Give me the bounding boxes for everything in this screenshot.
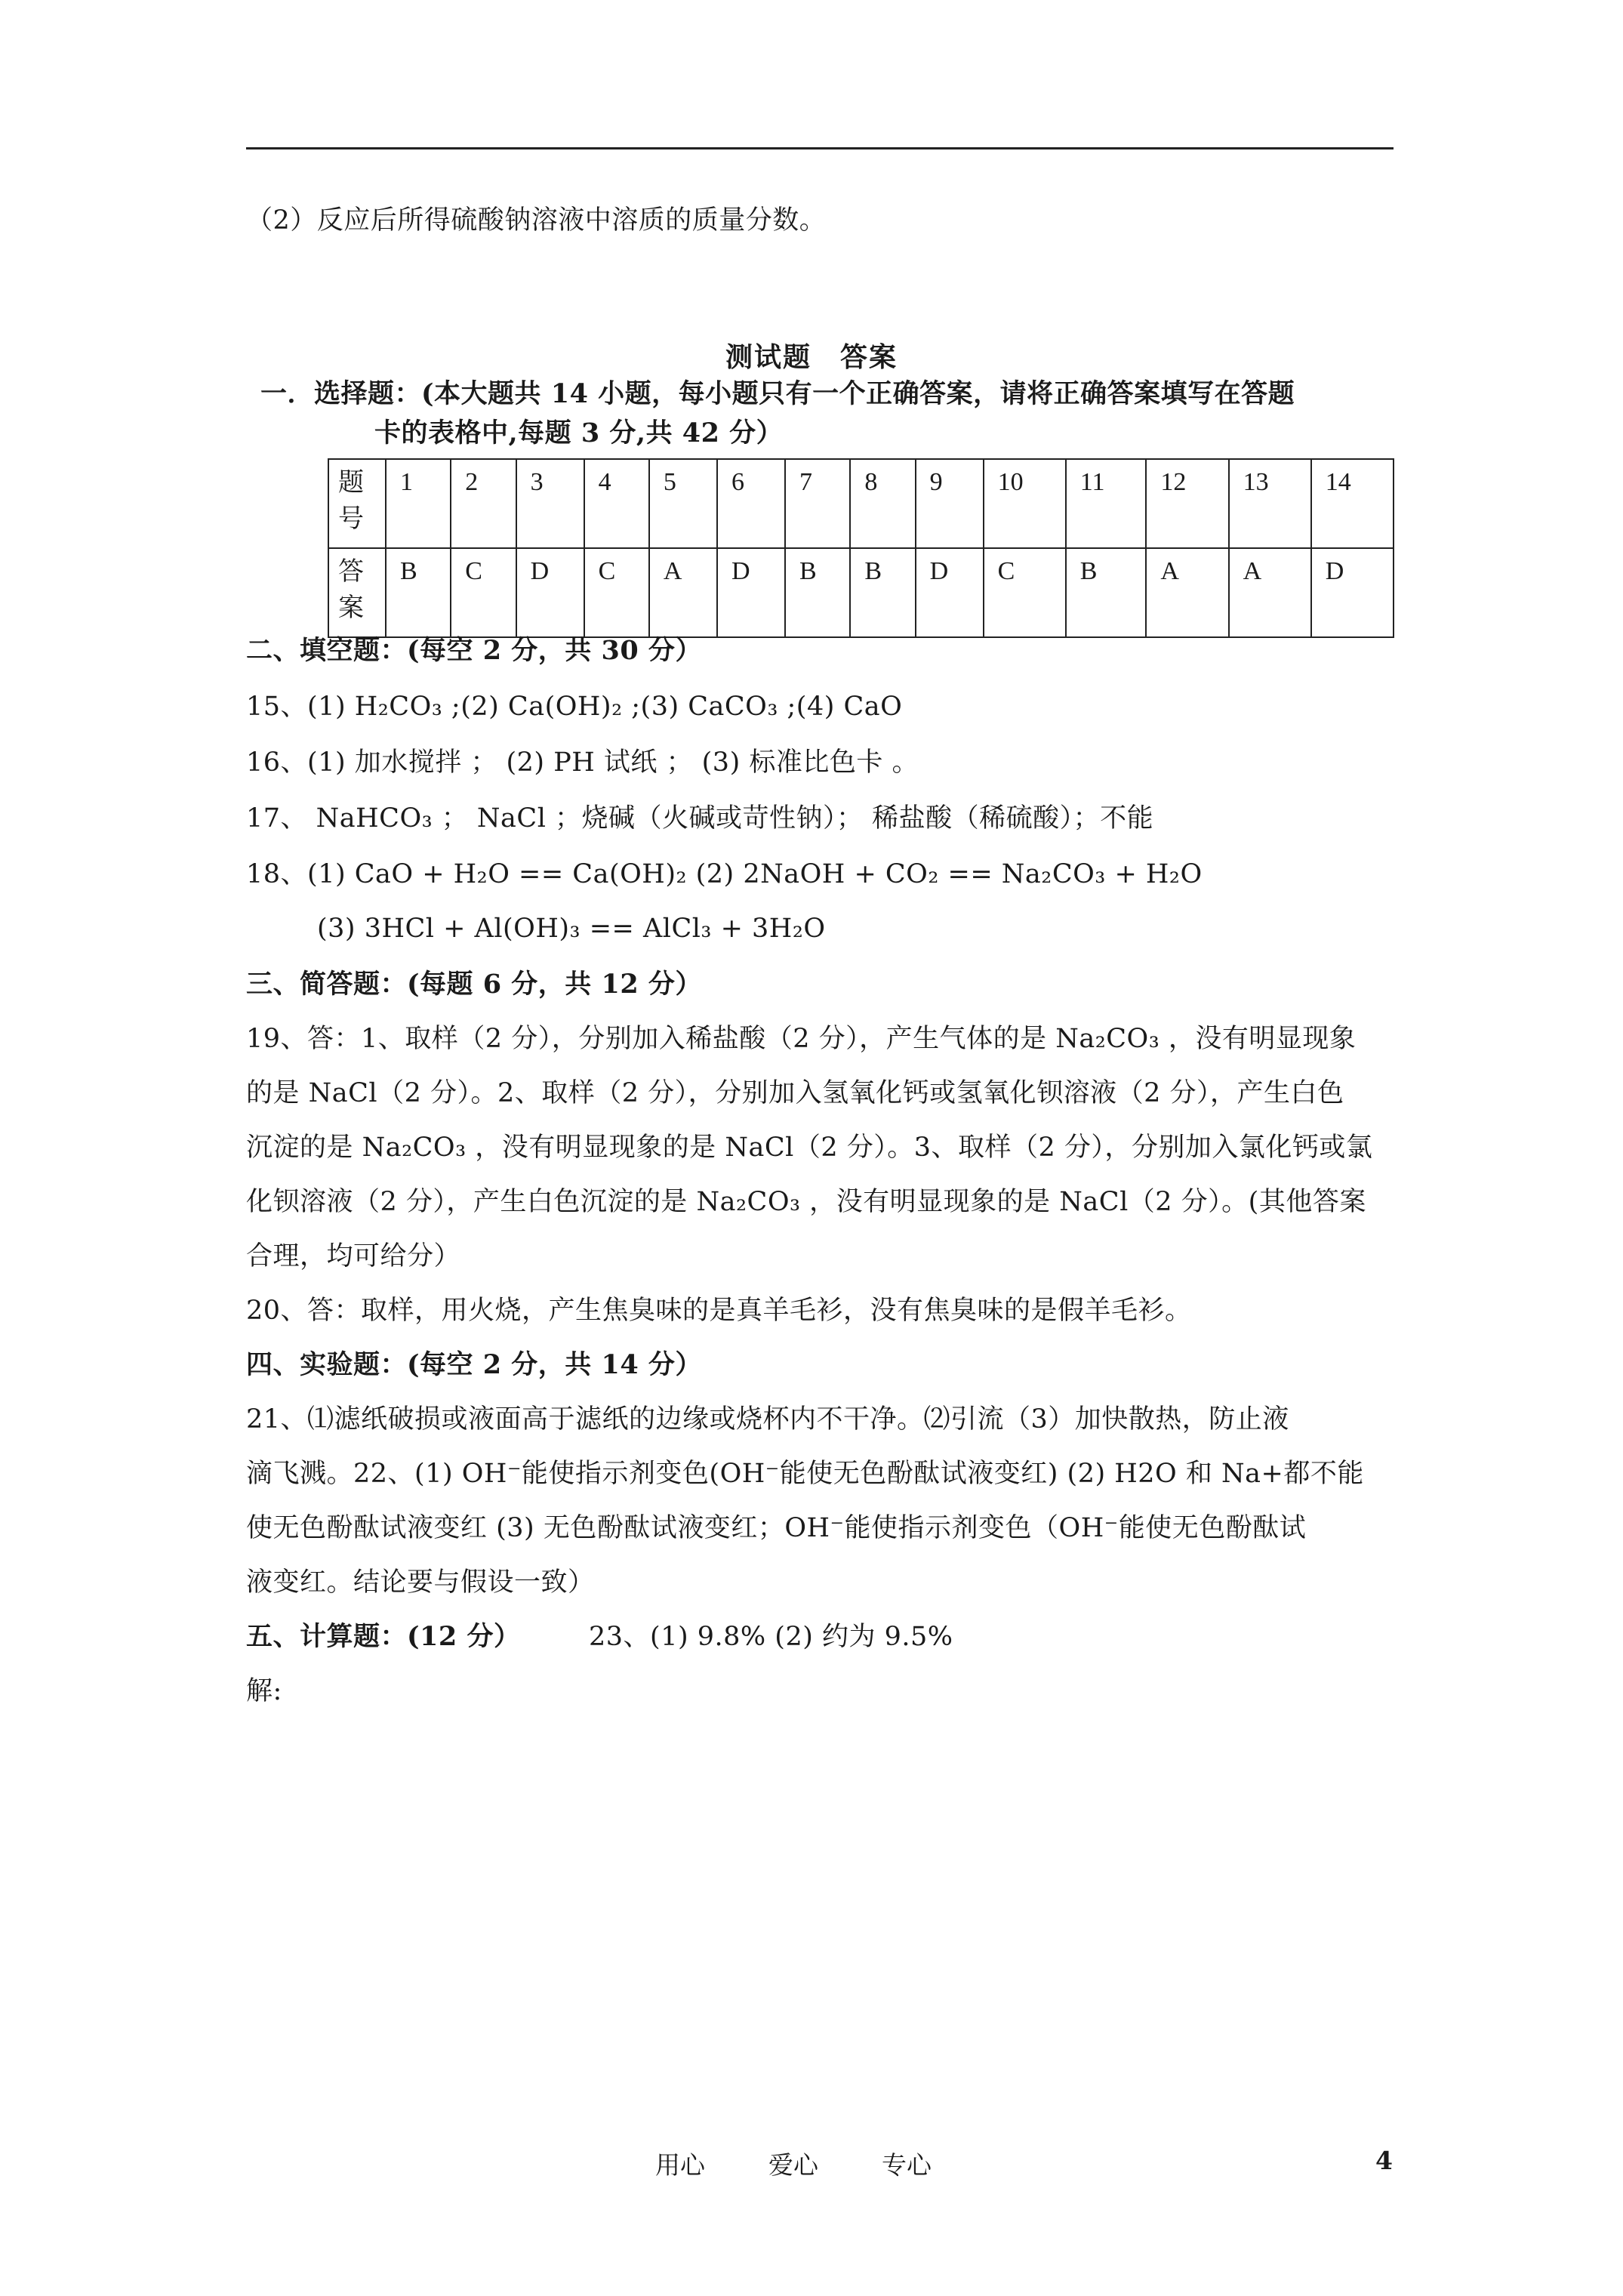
table-cell: B	[785, 548, 850, 637]
answer-19-line1: 19、答：1、取样（2 分），分别加入稀盐酸（2 分），产生气体的是 Na₂CO₃ ，没有明显现象	[246, 1024, 1357, 1054]
answer-18-part1: 18、(1) CaO + H₂O == Ca(OH)₂ (2) 2NaOH + CO₂ == Na₂CO₃ + H₂O	[246, 859, 1203, 889]
answer-15: 15、(1) H₂CO₃ ;(2) Ca(OH)₂ ;(3) CaCO₃ ;(4) CaO	[246, 692, 903, 722]
answer-18-part2: (3) 3HCl + Al(OH)₃ == AlCl₃ + 3H₂O	[317, 914, 826, 944]
row-label-answer: 答案	[328, 548, 386, 637]
table-cell: 11	[1066, 459, 1147, 548]
section5-heading: 五、计算题：(12 分）	[246, 1621, 521, 1652]
table-cell: 2	[451, 459, 516, 548]
answer-21-line3: 使无色酚酞试液变红 (3) 无色酚酞试液变红；OH⁻能使指示剂变色（OH⁻能使无色酚酞试	[246, 1513, 1307, 1543]
page-number: 4	[1375, 2146, 1393, 2175]
answer-17: 17、 NaHCO₃ ； NaCl ；烧碱（火碱或苛性钠）； 稀盐酸（稀硫酸）；不能	[246, 803, 1154, 834]
answer-19-line5: 合理，均可给分）	[246, 1241, 461, 1271]
table-cell: D	[717, 548, 785, 637]
section1-heading-line2: 卡的表格中,每题 3 分,共 42 分）	[374, 418, 784, 448]
table-cell: 1	[386, 459, 451, 548]
table-row-answers	[328, 548, 1394, 637]
table-row-numbers	[328, 459, 1394, 548]
footer-left: 用心	[655, 2150, 705, 2180]
section2-heading: 二、填空题：(每空 2 分，共 30 分）	[246, 635, 702, 666]
table-cell: D	[516, 548, 584, 637]
table-cell: 5	[649, 459, 717, 548]
answer-16: 16、(1) 加水搅拌 ； (2) PH 试纸 ； (3) 标准比色卡 。	[246, 747, 919, 778]
table-cell: 9	[916, 459, 984, 548]
header-rule	[246, 147, 1394, 149]
answer-table	[328, 458, 1394, 638]
table-cell: 7	[785, 459, 850, 548]
answer-20: 20、答：取样，用火烧，产生焦臭味的是真羊毛衫，没有焦臭味的是假羊毛衫。	[246, 1296, 1192, 1326]
table-cell: 4	[584, 459, 649, 548]
solution-label: 解:	[246, 1676, 282, 1706]
table-cell: B	[386, 548, 451, 637]
table-cell: B	[1066, 548, 1147, 637]
answer-19-line3: 沉淀的是 Na₂CO₃ ，没有明显现象的是 NaCl（2 分）。3、取样（2 分），分别加入氯化钙或氯	[246, 1133, 1373, 1163]
row-label-number: 题号	[328, 459, 386, 548]
table-cell: A	[1229, 548, 1311, 637]
table-cell: 12	[1146, 459, 1228, 548]
table-cell: D	[916, 548, 984, 637]
previous-question: （2）反应后所得硫酸钠溶液中溶质的质量分数。	[246, 205, 827, 236]
table-cell: A	[1146, 548, 1228, 637]
footer-middle: 爱心	[768, 2150, 818, 2180]
table-cell: 10	[984, 459, 1066, 548]
table-cell: C	[584, 548, 649, 637]
table-cell: 13	[1229, 459, 1311, 548]
section3-heading: 三、简答题：(每题 6 分，共 12 分）	[246, 969, 702, 1000]
table-cell: A	[649, 548, 717, 637]
table-cell: C	[451, 548, 516, 637]
table-cell: D	[1311, 548, 1394, 637]
answer-19-line4: 化钡溶液（2 分），产生白色沉淀的是 Na₂CO₃ ，没有明显现象的是 NaCl（2 分）。(其他答案	[246, 1187, 1366, 1217]
page-title: 测试题 答案	[725, 341, 898, 373]
footer-right: 专心	[882, 2150, 932, 2180]
section1-heading-line1: 一．选择题：(本大题共 14 小题，每小题只有一个正确答案，请将正确答案填写在答题	[260, 378, 1295, 409]
table-cell: 6	[717, 459, 785, 548]
answer-23: 23、(1) 9.8% (2) 约为 9.5%	[589, 1622, 953, 1652]
table-cell: 8	[850, 459, 915, 548]
answer-19-line2: 的是 NaCl（2 分）。2、取样（2 分），分别加入氢氧化钙或氢氧化钡溶液（2 分），产生白色	[246, 1078, 1344, 1108]
answer-21-line2: 滴飞溅。22、(1) OH⁻能使指示剂变色(OH⁻能使无色酚酞试液变红) (2) H2O 和 Na+都不能	[246, 1459, 1364, 1489]
table-cell: C	[984, 548, 1066, 637]
table-cell: B	[850, 548, 915, 637]
answer-21-line1: 21、⑴滤纸破损或液面高于滤纸的边缘或烧杯内不干净。⑵引流（3）加快散热，防止液	[246, 1404, 1289, 1435]
table-cell: 14	[1311, 459, 1394, 548]
table-cell: 3	[516, 459, 584, 548]
section4-heading: 四、实验题：(每空 2 分，共 14 分）	[246, 1349, 702, 1380]
answer-21-line4: 液变红。结论要与假设一致）	[246, 1567, 595, 1598]
